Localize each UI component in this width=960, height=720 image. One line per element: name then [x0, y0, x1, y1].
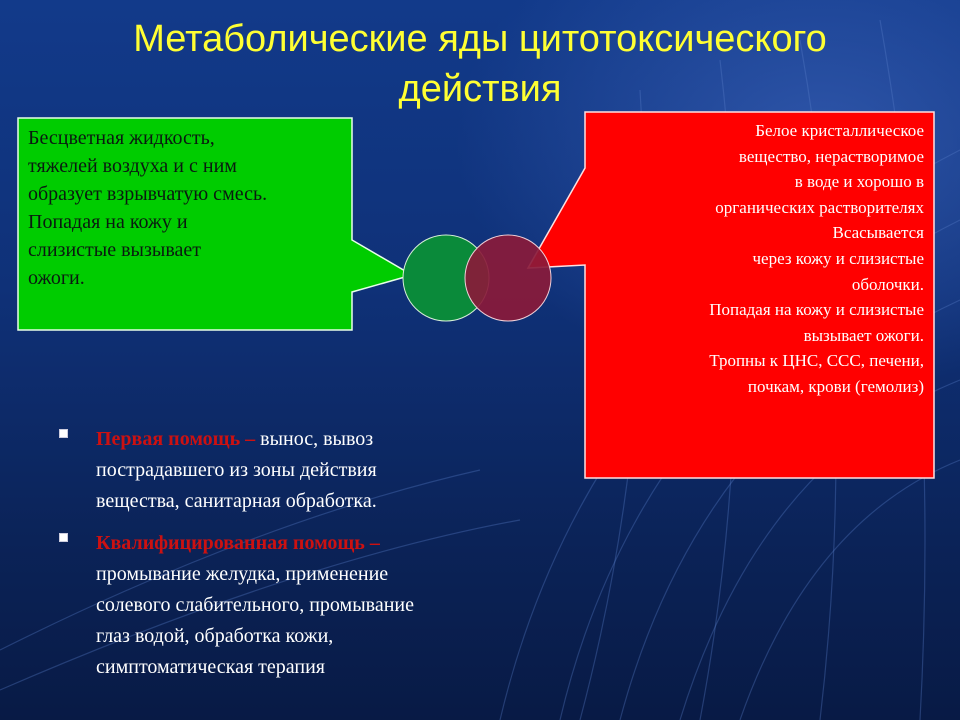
bullet-line: пострадавшего из зоны действия [96, 459, 377, 481]
bullet-item-first-aid [56, 424, 536, 517]
bullet-list [56, 424, 536, 683]
bullet-line: глаз водой, обработка кожи, [96, 625, 334, 647]
red-callout-line: вызывает ожоги. [803, 325, 924, 345]
red-callout-line: вещество, нерастворимое [738, 146, 924, 166]
red-callout-line: Тропны к ЦНС, ССС, печени, [709, 351, 924, 371]
green-callout-line: Бесцветная жидкость, [28, 127, 215, 149]
bullet-line: вещества, санитарная обработка. [96, 490, 377, 512]
green-callout-line: образует взрывчатую смесь. [28, 183, 268, 205]
bullet-first-line [96, 528, 536, 559]
bullet-item-qualified-aid [56, 528, 536, 683]
bullet-lead: Первая помощь – [96, 428, 261, 450]
bullet-line: симптоматическая терапия [96, 656, 325, 678]
green-callout-line: слизистые вызывает [28, 239, 201, 261]
bullet-first-line-rest: вынос, вывоз [260, 428, 374, 450]
bullet-line: солевого слабительного, промывание [96, 594, 414, 616]
red-callout-line: Всасывается [832, 223, 924, 243]
bullet-line: промывание желудка, применение [96, 563, 389, 585]
title-line-2: действия [398, 68, 562, 110]
red-callout-line: в воде и хорошо в [794, 172, 924, 192]
red-callout-line: почкам, крови (гемолиз) [747, 376, 924, 396]
bullet-lead: Квалифицированная помощь – [96, 532, 380, 554]
red-callout-text [598, 118, 924, 400]
red-callout-line: через кожу и слизистые [752, 248, 924, 268]
red-callout-line: Белое кристаллическое [755, 121, 924, 140]
square-bullet-icon [60, 430, 67, 437]
green-callout-line: Попадая на кожу и [28, 211, 188, 233]
green-callout-line: ожоги. [28, 267, 85, 289]
title-line-1: Метаболические яды цитотоксического [133, 18, 827, 60]
square-bullet-icon [60, 534, 67, 541]
green-callout-text [28, 124, 350, 292]
red-callout-line: органических растворителях [715, 197, 924, 217]
bullet-first-line [96, 424, 536, 455]
red-callout-line: Попадая на кожу и слизистые [709, 300, 924, 320]
maroon-circle [465, 235, 551, 321]
green-callout-line: тяжелей воздуха и с ним [28, 155, 237, 177]
red-callout-line: оболочки. [851, 274, 924, 294]
